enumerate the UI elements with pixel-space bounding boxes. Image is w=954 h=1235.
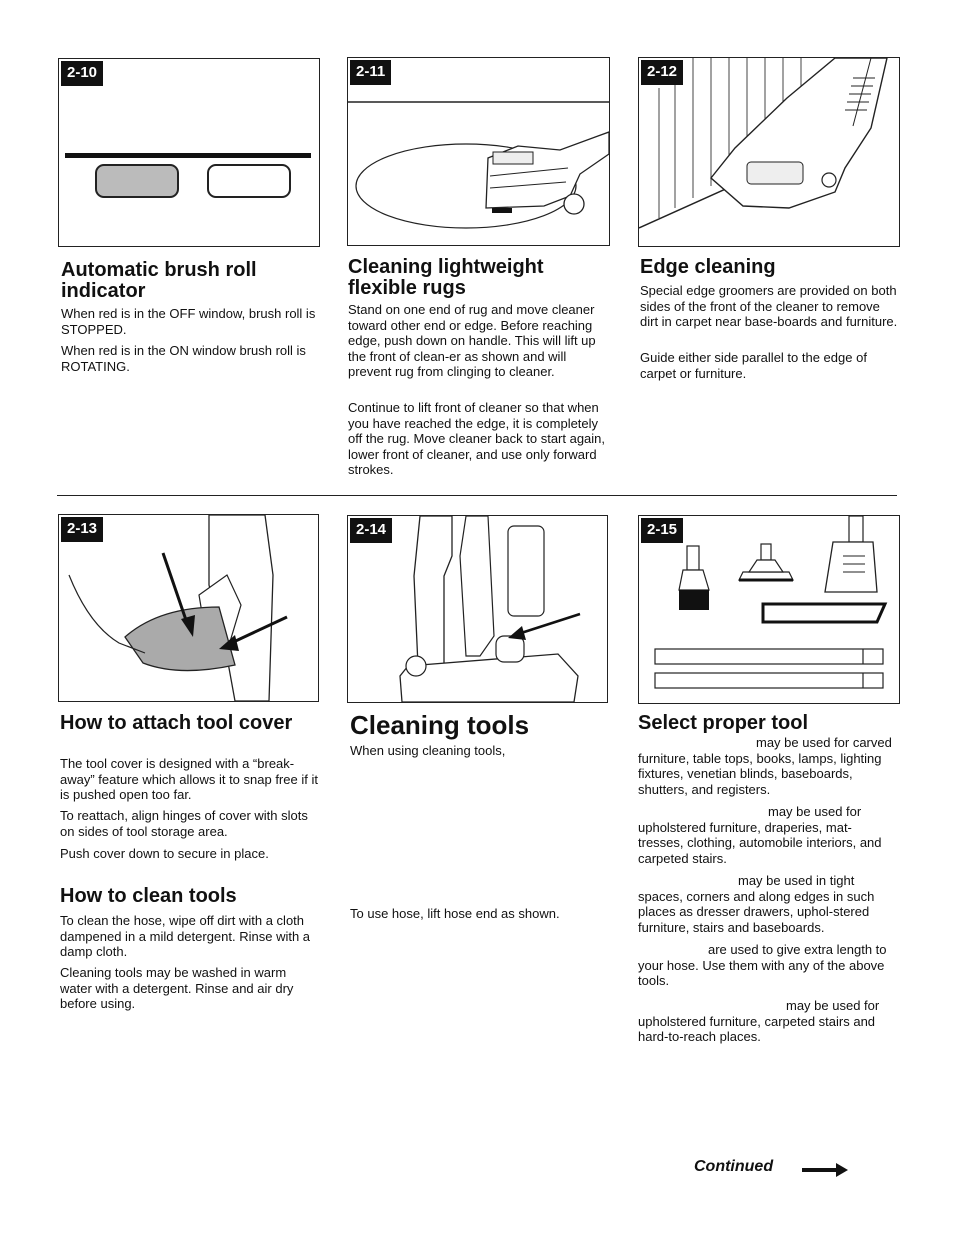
upholstery-tool-icon	[739, 544, 793, 580]
cleaning-tools-text-1: When using cleaning tools,	[350, 743, 506, 758]
attach-text-3: Push cover down to secure in place.	[60, 846, 269, 861]
edge-text-1: Special edge groomers are provided on both sides of the front of the cleaner to remove dirt in carpet near base-boards and furniture.	[640, 283, 898, 329]
attach-text-2: To reattach, align hinges of cover with slots on sides of tool storage area.	[60, 808, 308, 839]
figure-2-11	[347, 57, 610, 246]
edge-cleaning-illustration	[639, 58, 899, 246]
figure-label: 2-11	[350, 60, 391, 85]
extension-wand-icon	[655, 649, 883, 664]
continued-label	[694, 1158, 773, 1176]
figure-2-10	[58, 58, 320, 247]
attach-text-1: The tool cover is designed with a “break-away” feature which allows it to snap free if it is pushed open too far.	[60, 756, 318, 802]
brush-roll-text-1: When red is in the OFF window, brush roll is STOPPED.	[61, 306, 316, 337]
cleaning-tools-hose-illustration	[348, 516, 607, 702]
tool-cover-illustration	[59, 515, 318, 701]
select-text-4: are used to give extra length to your hose. Use them with any of the above tools.	[638, 942, 887, 988]
brush-roll-heading: Automatic brush roll indicator	[61, 259, 257, 302]
rugs-text-2: Continue to lift front of cleaner so that when you have reached the edge, it is completely off the rug. Move cleaner back to start again, lower front of cleaner, and use only forward strokes.	[348, 400, 606, 477]
figure-label: 2-14	[350, 518, 392, 543]
select-text-3: may be used in tight spaces, corners and along edges in such places as dresser drawers, uphol-stered furniture, stairs and baseboards.	[638, 873, 875, 935]
dusting-brush-icon	[679, 546, 709, 610]
clean-tools-text-2: Cleaning tools may be washed in warm water with a detergent. Rinse and air dry before using.	[60, 965, 294, 1011]
turbo-brush-icon	[825, 516, 877, 592]
brush-roll-text-2: When red is in the ON window brush roll is ROTATING.	[61, 343, 306, 374]
section-divider	[57, 495, 897, 496]
figure-label: 2-13	[61, 517, 103, 542]
select-text-2: may be used for upholstered furniture, draperies, mat-tresses, clothing, automobile interiors, and carpeted stairs.	[638, 804, 882, 866]
figure-label: 2-12	[641, 60, 683, 85]
rug-cleaning-illustration	[348, 58, 609, 245]
figure-2-15	[638, 515, 900, 704]
edge-heading: Edge cleaning	[640, 256, 776, 278]
select-tool-heading: Select proper tool	[638, 712, 809, 734]
select-text-1: may be used for carved furniture, table tops, books, lamps, lighting fixtures, venetian blinds, baseboards, shutters, and registers.	[638, 735, 892, 797]
cleaning-tools-text-2: To use hose, lift hose end as shown.	[350, 906, 560, 921]
extension-wand-icon	[655, 673, 883, 688]
clean-tools-heading: How to clean tools	[60, 885, 237, 907]
rugs-heading: Cleaning lightweight flexible rugs	[348, 256, 544, 299]
continued-text: Continued	[694, 1158, 774, 1175]
figure-2-13	[58, 514, 319, 702]
crevice-tool-icon	[763, 604, 885, 622]
clean-tools-text-1: To clean the hose, wipe off dirt with a cloth dampened in a mild detergent. Rinse with a damp cloth.	[60, 913, 311, 959]
cleaning-tools-heading: Cleaning tools	[350, 710, 530, 740]
brush-roll-indicator-illustration	[59, 59, 319, 246]
attachments-illustration	[639, 516, 899, 703]
rugs-text-1: Stand on one end of rug and move cleaner toward other end or edge. Before reaching edge, push down on handle. This will lift up the front of clean-er as shown and will prevent rug from clinging to cleaner.	[348, 302, 596, 379]
select-text-5: may be used for upholstered furniture, carpeted stairs and hard-to-reach places.	[638, 998, 880, 1044]
figure-2-14	[347, 515, 608, 703]
edge-text-2: Guide either side parallel to the edge of carpet or furniture.	[640, 350, 867, 381]
arrow-right-icon	[802, 1163, 848, 1177]
figure-label: 2-15	[641, 518, 683, 543]
attach-cover-heading: How to attach tool cover	[60, 712, 293, 734]
figure-label: 2-10	[61, 61, 103, 86]
figure-2-12	[638, 57, 900, 247]
